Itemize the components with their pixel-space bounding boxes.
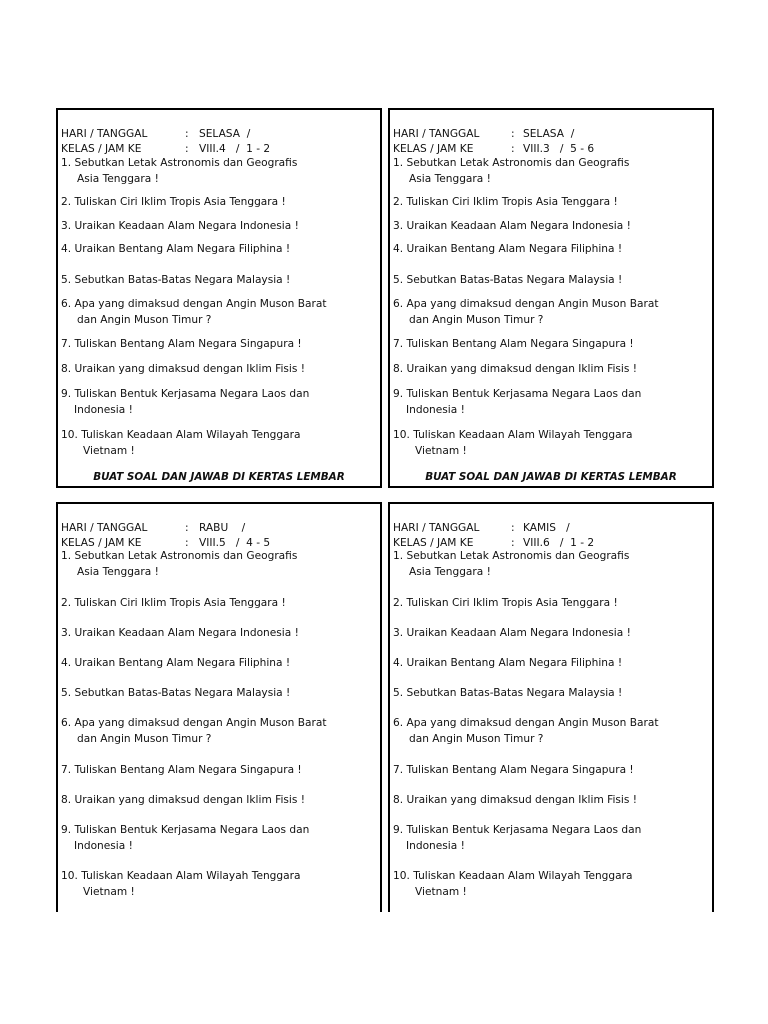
instruction-footer: BUAT SOAL DAN JAWAB DI KERTAS LEMBAR — [425, 471, 677, 483]
question-text: 8. Uraikan yang dimaksud dengan Iklim Fisis ! — [393, 794, 637, 806]
question-text: 3. Uraikan Keadaan Alam Negara Indonesia ! — [61, 627, 299, 639]
question-item — [61, 685, 379, 701]
hari-row: HARI / TANGGAL : SELASA / — [393, 128, 575, 140]
question-text-continued: Asia Tenggara ! — [77, 566, 159, 578]
question-item — [393, 296, 711, 328]
question-item — [393, 155, 711, 187]
question-text: 1. Sebutkan Letak Astronomis dan Geografis — [61, 550, 298, 562]
question-item — [393, 386, 711, 418]
question-text: 1. Sebutkan Letak Astronomis dan Geografis — [393, 157, 630, 169]
question-item — [61, 241, 379, 257]
kelas-value: VIII.6 / 1 - 2 — [523, 537, 595, 549]
question-text-continued: Asia Tenggara ! — [77, 173, 159, 185]
question-card — [56, 502, 382, 912]
question-text: 6. Apa yang dimaksud dengan Angin Muson Barat — [61, 717, 327, 729]
question-item — [61, 194, 379, 210]
question-text-continued: Vietnam ! — [83, 886, 135, 898]
question-item — [393, 336, 711, 352]
question-text: 9. Tuliskan Bentuk Kerjasama Negara Laos dan — [61, 824, 310, 836]
kelas-row: KELAS / JAM KE : VIII.3 / 5 - 6 — [393, 143, 595, 155]
question-text: 4. Uraikan Bentang Alam Negara Filiphina ! — [393, 243, 623, 255]
question-item — [393, 218, 711, 234]
hari-row: HARI / TANGGAL : KAMIS / — [393, 522, 570, 534]
question-text: 7. Tuliskan Bentang Alam Negara Singapura ! — [61, 338, 302, 350]
question-item — [393, 792, 711, 808]
hari-label: HARI / TANGGAL — [393, 128, 480, 140]
question-item — [393, 822, 711, 854]
question-text: 9. Tuliskan Bentuk Kerjasama Negara Laos dan — [393, 824, 642, 836]
question-text: 1. Sebutkan Letak Astronomis dan Geografis — [393, 550, 630, 562]
instruction-footer: BUAT SOAL DAN JAWAB DI KERTAS LEMBAR — [93, 471, 345, 483]
question-item — [61, 715, 379, 747]
question-item — [61, 336, 379, 352]
question-item — [393, 715, 711, 747]
question-text: 4. Uraikan Bentang Alam Negara Filiphina ! — [61, 243, 291, 255]
question-item — [61, 792, 379, 808]
question-item — [61, 272, 379, 288]
kelas-row: KELAS / JAM KE : VIII.5 / 4 - 5 — [61, 537, 271, 549]
question-text: 5. Sebutkan Batas-Batas Negara Malaysia ! — [61, 274, 291, 286]
question-text-continued: Vietnam ! — [415, 886, 467, 898]
question-item — [61, 155, 379, 187]
kelas-value: VIII.5 / 4 - 5 — [199, 537, 271, 549]
question-text-continued: Vietnam ! — [83, 445, 135, 457]
question-text-continued: dan Angin Muson Timur ? — [77, 314, 212, 326]
question-text: 9. Tuliskan Bentuk Kerjasama Negara Laos dan — [393, 388, 642, 400]
question-text: 10. Tuliskan Keadaan Alam Wilayah Tenggara — [61, 870, 301, 882]
question-item — [393, 272, 711, 288]
question-text-continued: Asia Tenggara ! — [409, 173, 491, 185]
question-item — [393, 762, 711, 778]
question-item — [61, 868, 379, 900]
question-item — [393, 194, 711, 210]
question-item — [61, 296, 379, 328]
hari-value: RABU / — [199, 522, 246, 534]
question-text: 6. Apa yang dimaksud dengan Angin Muson Barat — [393, 298, 659, 310]
question-text: 1. Sebutkan Letak Astronomis dan Geografis — [61, 157, 298, 169]
hari-label: HARI / TANGGAL — [393, 522, 480, 534]
question-item — [393, 241, 711, 257]
question-item — [61, 822, 379, 854]
question-item — [393, 868, 711, 900]
question-text: 3. Uraikan Keadaan Alam Negara Indonesia ! — [393, 220, 631, 232]
question-card — [388, 502, 714, 912]
kelas-label: KELAS / JAM KE — [393, 143, 474, 155]
question-text: 8. Uraikan yang dimaksud dengan Iklim Fisis ! — [61, 794, 305, 806]
question-text: 10. Tuliskan Keadaan Alam Wilayah Tenggara — [61, 429, 301, 441]
question-text: 6. Apa yang dimaksud dengan Angin Muson Barat — [393, 717, 659, 729]
hari-value: KAMIS / — [523, 522, 570, 534]
question-text-continued: Indonesia ! — [74, 840, 133, 852]
question-text-continued: dan Angin Muson Timur ? — [77, 733, 212, 745]
question-item — [393, 685, 711, 701]
question-item — [61, 361, 379, 377]
question-text: 9. Tuliskan Bentuk Kerjasama Negara Laos dan — [61, 388, 310, 400]
question-text: 8. Uraikan yang dimaksud dengan Iklim Fisis ! — [61, 363, 305, 375]
question-item — [61, 427, 379, 459]
question-card — [388, 108, 714, 488]
question-text: 8. Uraikan yang dimaksud dengan Iklim Fisis ! — [393, 363, 637, 375]
question-text: 7. Tuliskan Bentang Alam Negara Singapura ! — [61, 764, 302, 776]
question-item — [61, 218, 379, 234]
question-text: 5. Sebutkan Batas-Batas Negara Malaysia ! — [393, 687, 623, 699]
question-text-continued: Indonesia ! — [406, 404, 465, 416]
question-text-continued: dan Angin Muson Timur ? — [409, 733, 544, 745]
kelas-label: KELAS / JAM KE — [61, 143, 142, 155]
question-text: 2. Tuliskan Ciri Iklim Tropis Asia Tenggara ! — [393, 196, 618, 208]
kelas-value: VIII.4 / 1 - 2 — [199, 143, 271, 155]
hari-label: HARI / TANGGAL — [61, 522, 148, 534]
kelas-value: VIII.3 / 5 - 6 — [523, 143, 595, 155]
question-text: 6. Apa yang dimaksud dengan Angin Muson Barat — [61, 298, 327, 310]
question-item — [393, 427, 711, 459]
question-text: 4. Uraikan Bentang Alam Negara Filiphina ! — [393, 657, 623, 669]
question-text-continued: Vietnam ! — [415, 445, 467, 457]
question-text: 2. Tuliskan Ciri Iklim Tropis Asia Tenggara ! — [393, 597, 618, 609]
question-text: 3. Uraikan Keadaan Alam Negara Indonesia ! — [61, 220, 299, 232]
hari-value: SELASA / — [199, 128, 251, 140]
question-text: 3. Uraikan Keadaan Alam Negara Indonesia ! — [393, 627, 631, 639]
question-text: 10. Tuliskan Keadaan Alam Wilayah Tenggara — [393, 429, 633, 441]
question-card — [56, 108, 382, 488]
question-text: 5. Sebutkan Batas-Batas Negara Malaysia ! — [393, 274, 623, 286]
question-item — [61, 595, 379, 611]
hari-row: HARI / TANGGAL : SELASA / — [61, 128, 251, 140]
question-item — [393, 595, 711, 611]
question-text: 4. Uraikan Bentang Alam Negara Filiphina ! — [61, 657, 291, 669]
question-text: 7. Tuliskan Bentang Alam Negara Singapura ! — [393, 338, 634, 350]
question-item — [61, 762, 379, 778]
question-text-continued: Asia Tenggara ! — [409, 566, 491, 578]
question-text: 2. Tuliskan Ciri Iklim Tropis Asia Tenggara ! — [61, 196, 286, 208]
question-text-continued: Indonesia ! — [74, 404, 133, 416]
question-item — [61, 386, 379, 418]
question-item — [61, 548, 379, 580]
question-text: 10. Tuliskan Keadaan Alam Wilayah Tenggara — [393, 870, 633, 882]
kelas-label: KELAS / JAM KE — [393, 537, 474, 549]
hari-value: SELASA / — [523, 128, 575, 140]
kelas-row: KELAS / JAM KE : VIII.4 / 1 - 2 — [61, 143, 271, 155]
question-text: 7. Tuliskan Bentang Alam Negara Singapura ! — [393, 764, 634, 776]
question-item — [61, 625, 379, 641]
question-text: 5. Sebutkan Batas-Batas Negara Malaysia ! — [61, 687, 291, 699]
question-text: 2. Tuliskan Ciri Iklim Tropis Asia Tenggara ! — [61, 597, 286, 609]
question-text-continued: Indonesia ! — [406, 840, 465, 852]
hari-label: HARI / TANGGAL — [61, 128, 148, 140]
question-item — [393, 548, 711, 580]
kelas-row: KELAS / JAM KE : VIII.6 / 1 - 2 — [393, 537, 595, 549]
question-item — [393, 655, 711, 671]
question-item — [393, 361, 711, 377]
question-item — [393, 625, 711, 641]
question-text-continued: dan Angin Muson Timur ? — [409, 314, 544, 326]
kelas-label: KELAS / JAM KE — [61, 537, 142, 549]
question-item — [61, 655, 379, 671]
hari-row: HARI / TANGGAL : RABU / — [61, 522, 246, 534]
